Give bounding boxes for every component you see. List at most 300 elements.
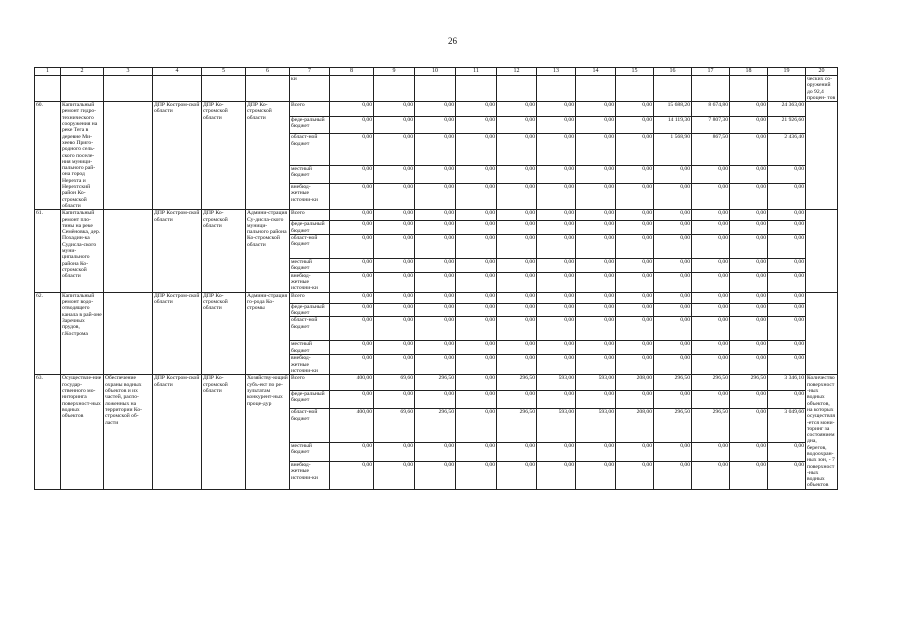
amount-cell: 0,00: [497, 390, 537, 409]
amount-cell: 0,00: [330, 272, 374, 292]
amount-cell: 0,00: [415, 355, 456, 375]
amount-cell: 0,00: [456, 221, 497, 235]
column-header: 10: [415, 68, 456, 76]
amount-cell: 0,00: [330, 258, 374, 272]
amount-cell: 0,00: [576, 355, 616, 375]
amount-cell: 0,00: [692, 317, 730, 341]
row-number: 63.: [35, 375, 61, 489]
amount-cell: 0,00: [456, 116, 497, 134]
table-row: [35, 210, 838, 221]
coordinator: ДПР Костром-ской области: [153, 102, 202, 210]
amount-cell: 0,00: [497, 272, 537, 292]
amount-cell: 0,00: [730, 341, 768, 355]
amount-cell: 0,00: [374, 292, 415, 303]
amount-cell: 296,50: [415, 409, 456, 442]
amount-cell: 0,00: [374, 317, 415, 341]
amount-cell: 400,00: [330, 409, 374, 442]
carry-over-cell: [654, 76, 692, 102]
measure-name: Капитальный ремонт водо-отводящего канала в рай-оне Заречных прудов, г.Кострома: [61, 292, 104, 375]
row-number: 62.: [35, 292, 61, 375]
amount-cell: 867,50: [692, 134, 730, 165]
goal-text: [104, 210, 153, 293]
amount-cell: 0,00: [654, 292, 692, 303]
amount-cell: 0,00: [730, 303, 768, 317]
amount-cell: 0,00: [415, 292, 456, 303]
amount-cell: 0,00: [576, 462, 616, 490]
amount-cell: 0,00: [768, 272, 806, 292]
amount-cell: 0,00: [374, 184, 415, 210]
amount-cell: 0,00: [730, 102, 768, 116]
amount-cell: 296,50: [415, 375, 456, 390]
column-header: 9: [374, 68, 415, 76]
amount-cell: 400,00: [330, 375, 374, 390]
amount-cell: 0,00: [456, 272, 497, 292]
amount-cell: 0,00: [576, 134, 616, 165]
amount-cell: 0,00: [456, 390, 497, 409]
amount-cell: 0,00: [456, 442, 497, 461]
carry-over-cell: [616, 76, 654, 102]
funding-source: област-ной бюджет: [290, 234, 330, 258]
amount-cell: 0,00: [768, 210, 806, 221]
amount-cell: 0,00: [768, 355, 806, 375]
amount-cell: 0,00: [330, 134, 374, 165]
amount-cell: 0,00: [415, 341, 456, 355]
amount-cell: 0,00: [456, 102, 497, 116]
funding-source: местный бюджет: [290, 442, 330, 461]
amount-cell: 0,00: [497, 210, 537, 221]
column-header: 18: [730, 68, 768, 76]
carry-over-cell: [692, 76, 730, 102]
amount-cell: 0,00: [415, 165, 456, 183]
responsible: ДПР Ко-стромской области: [202, 292, 246, 375]
amount-cell: 0,00: [537, 317, 576, 341]
coordinator: ДПР Костром-ской области: [153, 292, 202, 375]
amount-cell: 0,00: [330, 442, 374, 461]
amount-cell: 0,00: [616, 442, 654, 461]
amount-cell: 0,00: [576, 442, 616, 461]
row-number: 60.: [35, 102, 61, 210]
amount-cell: 0,00: [415, 272, 456, 292]
amount-cell: 0,00: [497, 116, 537, 134]
amount-cell: 0,00: [497, 303, 537, 317]
goal-text: [104, 102, 153, 210]
amount-cell: 0,00: [456, 462, 497, 490]
amount-cell: 0,00: [537, 390, 576, 409]
amount-cell: 0,00: [616, 221, 654, 235]
amount-cell: 0,00: [730, 210, 768, 221]
amount-cell: 593,00: [537, 375, 576, 390]
amount-cell: 0,00: [692, 442, 730, 461]
amount-cell: 0,00: [576, 210, 616, 221]
column-header: 12: [497, 68, 537, 76]
amount-cell: 0,00: [576, 102, 616, 116]
amount-cell: 0,00: [497, 355, 537, 375]
amount-cell: 0,00: [415, 442, 456, 461]
result-indicator: [806, 292, 838, 375]
amount-cell: 0,00: [616, 258, 654, 272]
amount-cell: 0,00: [692, 292, 730, 303]
amount-cell: 0,00: [330, 341, 374, 355]
amount-cell: 0,00: [692, 462, 730, 490]
amount-cell: 0,00: [456, 258, 497, 272]
amount-cell: 0,00: [537, 272, 576, 292]
amount-cell: 0,00: [616, 462, 654, 490]
amount-cell: 0,00: [537, 462, 576, 490]
amount-cell: 0,00: [415, 390, 456, 409]
amount-cell: 593,00: [537, 409, 576, 442]
column-header: 20: [806, 68, 838, 76]
amount-cell: 0,00: [497, 462, 537, 490]
amount-cell: 0,00: [415, 221, 456, 235]
amount-cell: 0,00: [537, 116, 576, 134]
amount-cell: 0,00: [576, 303, 616, 317]
funding-source: феде-ральный бюджет: [290, 390, 330, 409]
row-number: 61.: [35, 210, 61, 293]
responsible: ДПР Ко-стромской области: [202, 375, 246, 489]
amount-cell: 0,00: [415, 317, 456, 341]
amount-cell: 0,00: [537, 184, 576, 210]
executor: Хозяйству-ющий субъ-ект по ре-зультатам конкурент-ных проце-дур: [246, 375, 290, 489]
funding-source: област-ной бюджет: [290, 409, 330, 442]
funding-source: феде-ральный бюджет: [290, 116, 330, 134]
amount-cell: 0,00: [415, 210, 456, 221]
carry-over-source: ки: [290, 76, 330, 102]
funding-source: внебюд-жетные источни-ки: [290, 462, 330, 490]
measure-name: Капитальный ремонт пло-тины на реке Семёновка, дер. Похадин-ка Судисла-ского муни-ципального района Ко-стромской области: [61, 210, 104, 293]
amount-cell: 0,00: [415, 234, 456, 258]
amount-cell: 0,00: [330, 355, 374, 375]
column-header: 1: [35, 68, 61, 76]
amount-cell: 0,00: [730, 462, 768, 490]
amount-cell: 0,00: [456, 355, 497, 375]
funding-source: местный бюджет: [290, 258, 330, 272]
amount-cell: 0,00: [374, 272, 415, 292]
amount-cell: 0,00: [654, 390, 692, 409]
amount-cell: 0,00: [616, 390, 654, 409]
amount-cell: 0,00: [730, 292, 768, 303]
amount-cell: 0,00: [456, 165, 497, 183]
amount-cell: 0,00: [497, 292, 537, 303]
amount-cell: 0,00: [768, 442, 806, 461]
responsible: ДПР Ко-стромской области: [202, 210, 246, 293]
amount-cell: 0,00: [654, 317, 692, 341]
carry-over-cell: [415, 76, 456, 102]
amount-cell: 0,00: [537, 292, 576, 303]
amount-cell: 0,00: [537, 165, 576, 183]
amount-cell: 0,00: [576, 292, 616, 303]
amount-cell: 0,00: [415, 258, 456, 272]
funding-source: Всего: [290, 102, 330, 116]
amount-cell: 593,00: [576, 375, 616, 390]
amount-cell: 24 363,00: [768, 102, 806, 116]
amount-cell: 14 119,30: [654, 116, 692, 134]
result-indicator: Количество поверхност-ных водных объектов, на которых осуществля-ется мони-торинг за состоянием дна, берегов, водоохран-ных зон, - 7 поверхност-ных водных объектов: [806, 375, 838, 489]
funding-source: внебюд-жетные источни-ки: [290, 355, 330, 375]
amount-cell: 0,00: [456, 234, 497, 258]
amount-cell: 0,00: [692, 303, 730, 317]
amount-cell: 0,00: [497, 221, 537, 235]
amount-cell: 0,00: [616, 303, 654, 317]
amount-cell: 0,00: [456, 184, 497, 210]
amount-cell: 0,00: [692, 234, 730, 258]
column-header: 3: [104, 68, 153, 76]
amount-cell: 0,00: [730, 409, 768, 442]
amount-cell: 208,00: [616, 375, 654, 390]
funding-source: Всего: [290, 292, 330, 303]
amount-cell: 0,00: [730, 134, 768, 165]
carry-over-cell: [537, 76, 576, 102]
table-row: [35, 292, 838, 303]
column-header: 14: [576, 68, 616, 76]
amount-cell: 0,00: [497, 258, 537, 272]
amount-cell: 0,00: [654, 272, 692, 292]
amount-cell: 0,00: [730, 234, 768, 258]
column-header: 4: [153, 68, 202, 76]
executor: ДПР Ко-стромской области: [246, 102, 290, 210]
amount-cell: 296,50: [692, 409, 730, 442]
amount-cell: 0,00: [576, 234, 616, 258]
amount-cell: 0,00: [415, 116, 456, 134]
amount-cell: 0,00: [616, 292, 654, 303]
amount-cell: 0,00: [374, 462, 415, 490]
table-row: [35, 375, 838, 390]
amount-cell: 0,00: [692, 184, 730, 210]
amount-cell: 0,00: [537, 303, 576, 317]
amount-cell: 0,00: [497, 134, 537, 165]
amount-cell: 0,00: [374, 210, 415, 221]
page-number: 26: [448, 36, 457, 46]
amount-cell: 0,00: [374, 221, 415, 235]
amount-cell: 0,00: [616, 116, 654, 134]
goal-text: Обеспечение охраны водных объектов и их частей, распо-ложенных на территории Ко-стромской об-ласти: [104, 375, 153, 489]
amount-cell: 296,50: [692, 375, 730, 390]
amount-cell: 296,50: [654, 375, 692, 390]
amount-cell: 0,00: [576, 116, 616, 134]
amount-cell: 0,00: [654, 184, 692, 210]
result-indicator: [806, 210, 838, 293]
amount-cell: 0,00: [330, 234, 374, 258]
amount-cell: 69,60: [374, 409, 415, 442]
funding-source: местный бюджет: [290, 341, 330, 355]
amount-cell: 0,00: [497, 165, 537, 183]
amount-cell: 0,00: [576, 165, 616, 183]
carry-over-cell: [35, 76, 61, 102]
amount-cell: 0,00: [456, 210, 497, 221]
amount-cell: 0,00: [616, 272, 654, 292]
amount-cell: 0,00: [730, 184, 768, 210]
amount-cell: 0,00: [374, 234, 415, 258]
amount-cell: 0,00: [374, 355, 415, 375]
measure-name: Капитальный ремонт гидро-технического сооружения на реке Тега в деревне Ми-хеево Приго-родного сель-ского поселе-ния муници-пального рай-она город Нерехта и Нерехтский район Ко-стромской области: [61, 102, 104, 210]
column-header: 15: [616, 68, 654, 76]
carry-over-cell: [153, 76, 202, 102]
amount-cell: 0,00: [768, 165, 806, 183]
amount-cell: 0,00: [415, 102, 456, 116]
amount-cell: 0,00: [537, 234, 576, 258]
amount-cell: 0,00: [415, 462, 456, 490]
carry-over-cell: [246, 76, 290, 102]
amount-cell: 0,00: [537, 210, 576, 221]
amount-cell: 0,00: [537, 102, 576, 116]
amount-cell: 0,00: [692, 210, 730, 221]
amount-cell: 0,00: [374, 116, 415, 134]
carry-over-cell: [374, 76, 415, 102]
amount-cell: 0,00: [497, 102, 537, 116]
amount-cell: 0,00: [330, 390, 374, 409]
amount-cell: 0,00: [576, 341, 616, 355]
amount-cell: 0,00: [576, 390, 616, 409]
amount-cell: 0,00: [497, 442, 537, 461]
amount-cell: 0,00: [768, 341, 806, 355]
carry-over-cell: [61, 76, 104, 102]
amount-cell: 0,00: [616, 102, 654, 116]
funding-source: Всего: [290, 375, 330, 390]
amount-cell: 0,00: [415, 303, 456, 317]
amount-cell: 0,00: [374, 258, 415, 272]
amount-cell: 0,00: [576, 184, 616, 210]
amount-cell: 0,00: [616, 234, 654, 258]
amount-cell: 0,00: [616, 134, 654, 165]
amount-cell: 0,00: [692, 221, 730, 235]
amount-cell: 0,00: [768, 303, 806, 317]
amount-cell: 0,00: [456, 134, 497, 165]
amount-cell: 0,00: [537, 355, 576, 375]
header-row: [35, 68, 838, 76]
coordinator: ДПР Костром-ской области: [153, 210, 202, 293]
amount-cell: 0,00: [374, 102, 415, 116]
amount-cell: 296,50: [497, 409, 537, 442]
amount-cell: 0,00: [330, 292, 374, 303]
amount-cell: 0,00: [654, 234, 692, 258]
funding-source: област-ной бюджет: [290, 134, 330, 165]
amount-cell: 21 926,60: [768, 116, 806, 134]
amount-cell: 0,00: [374, 303, 415, 317]
amount-cell: 0,00: [576, 272, 616, 292]
amount-cell: 0,00: [576, 221, 616, 235]
amount-cell: 0,00: [415, 134, 456, 165]
amount-cell: 0,00: [616, 355, 654, 375]
amount-cell: 0,00: [456, 375, 497, 390]
amount-cell: 0,00: [456, 292, 497, 303]
amount-cell: 0,00: [730, 390, 768, 409]
amount-cell: 0,00: [330, 210, 374, 221]
goal-text: [104, 292, 153, 375]
amount-cell: 0,00: [456, 409, 497, 442]
carry-over-cell: [497, 76, 537, 102]
amount-cell: 0,00: [692, 272, 730, 292]
amount-cell: 0,00: [768, 462, 806, 490]
amount-cell: 0,00: [768, 317, 806, 341]
amount-cell: 0,00: [374, 165, 415, 183]
amount-cell: 0,00: [616, 165, 654, 183]
amount-cell: 0,00: [616, 210, 654, 221]
amount-cell: 296,50: [730, 375, 768, 390]
amount-cell: 0,00: [692, 355, 730, 375]
amount-cell: 2 436,40: [768, 134, 806, 165]
column-header: 16: [654, 68, 692, 76]
amount-cell: 0,00: [330, 462, 374, 490]
amount-cell: 0,00: [497, 184, 537, 210]
carry-over-cell: [576, 76, 616, 102]
amount-cell: 15 688,20: [654, 102, 692, 116]
amount-cell: 0,00: [330, 102, 374, 116]
amount-cell: 0,00: [730, 442, 768, 461]
amount-cell: 0,00: [768, 390, 806, 409]
amount-cell: 0,00: [497, 234, 537, 258]
amount-cell: 0,00: [537, 134, 576, 165]
column-header: 11: [456, 68, 497, 76]
carry-over-cell: [730, 76, 768, 102]
amount-cell: 0,00: [692, 390, 730, 409]
amount-cell: 3 049,60: [768, 409, 806, 442]
amount-cell: 0,00: [374, 134, 415, 165]
funding-source: феде-ральный бюджет: [290, 221, 330, 235]
amount-cell: 0,00: [654, 258, 692, 272]
amount-cell: 0,00: [330, 221, 374, 235]
amount-cell: 0,00: [537, 221, 576, 235]
amount-cell: 3 346,10: [768, 375, 806, 390]
amount-cell: 0,00: [654, 303, 692, 317]
amount-cell: 296,50: [654, 409, 692, 442]
amount-cell: 0,00: [730, 317, 768, 341]
responsible: ДПР Ко-стромской области: [202, 102, 246, 210]
amount-cell: 0,00: [330, 303, 374, 317]
carry-over-cell: [104, 76, 153, 102]
amount-cell: 0,00: [537, 341, 576, 355]
column-header: 13: [537, 68, 576, 76]
measure-name: Осуществле-ние государ-ственного мо-ниторинга поверхност-ных водных объектов: [61, 375, 104, 489]
amount-cell: 0,00: [497, 341, 537, 355]
amount-cell: 0,00: [330, 165, 374, 183]
amount-cell: 0,00: [730, 165, 768, 183]
funding-source: област-ной бюджет: [290, 317, 330, 341]
amount-cell: 0,00: [730, 221, 768, 235]
amount-cell: 0,00: [330, 317, 374, 341]
funding-source: местный бюджет: [290, 165, 330, 183]
amount-cell: 0,00: [730, 258, 768, 272]
budget-table: [34, 67, 838, 490]
amount-cell: 0,00: [768, 292, 806, 303]
amount-cell: 0,00: [654, 210, 692, 221]
amount-cell: 0,00: [768, 258, 806, 272]
amount-cell: 0,00: [654, 462, 692, 490]
amount-cell: 0,00: [374, 341, 415, 355]
amount-cell: 0,00: [456, 341, 497, 355]
amount-cell: 0,00: [576, 317, 616, 341]
amount-cell: 0,00: [576, 258, 616, 272]
amount-cell: 0,00: [654, 221, 692, 235]
amount-cell: 0,00: [768, 184, 806, 210]
carry-over-row: [35, 76, 838, 102]
funding-source: внебюд-жетные источни-ки: [290, 184, 330, 210]
amount-cell: 0,00: [330, 116, 374, 134]
carry-over-cell: [456, 76, 497, 102]
amount-cell: 0,00: [330, 184, 374, 210]
amount-cell: 0,00: [374, 442, 415, 461]
amount-cell: 0,00: [768, 221, 806, 235]
column-header: 8: [330, 68, 374, 76]
amount-cell: 0,00: [537, 258, 576, 272]
amount-cell: 8 674,80: [692, 102, 730, 116]
amount-cell: 0,00: [654, 341, 692, 355]
amount-cell: 69,60: [374, 375, 415, 390]
amount-cell: 208,00: [616, 409, 654, 442]
amount-cell: 0,00: [692, 258, 730, 272]
amount-cell: 0,00: [692, 165, 730, 183]
amount-cell: 0,00: [456, 303, 497, 317]
carry-over-cell: [202, 76, 246, 102]
column-header: 6: [246, 68, 290, 76]
